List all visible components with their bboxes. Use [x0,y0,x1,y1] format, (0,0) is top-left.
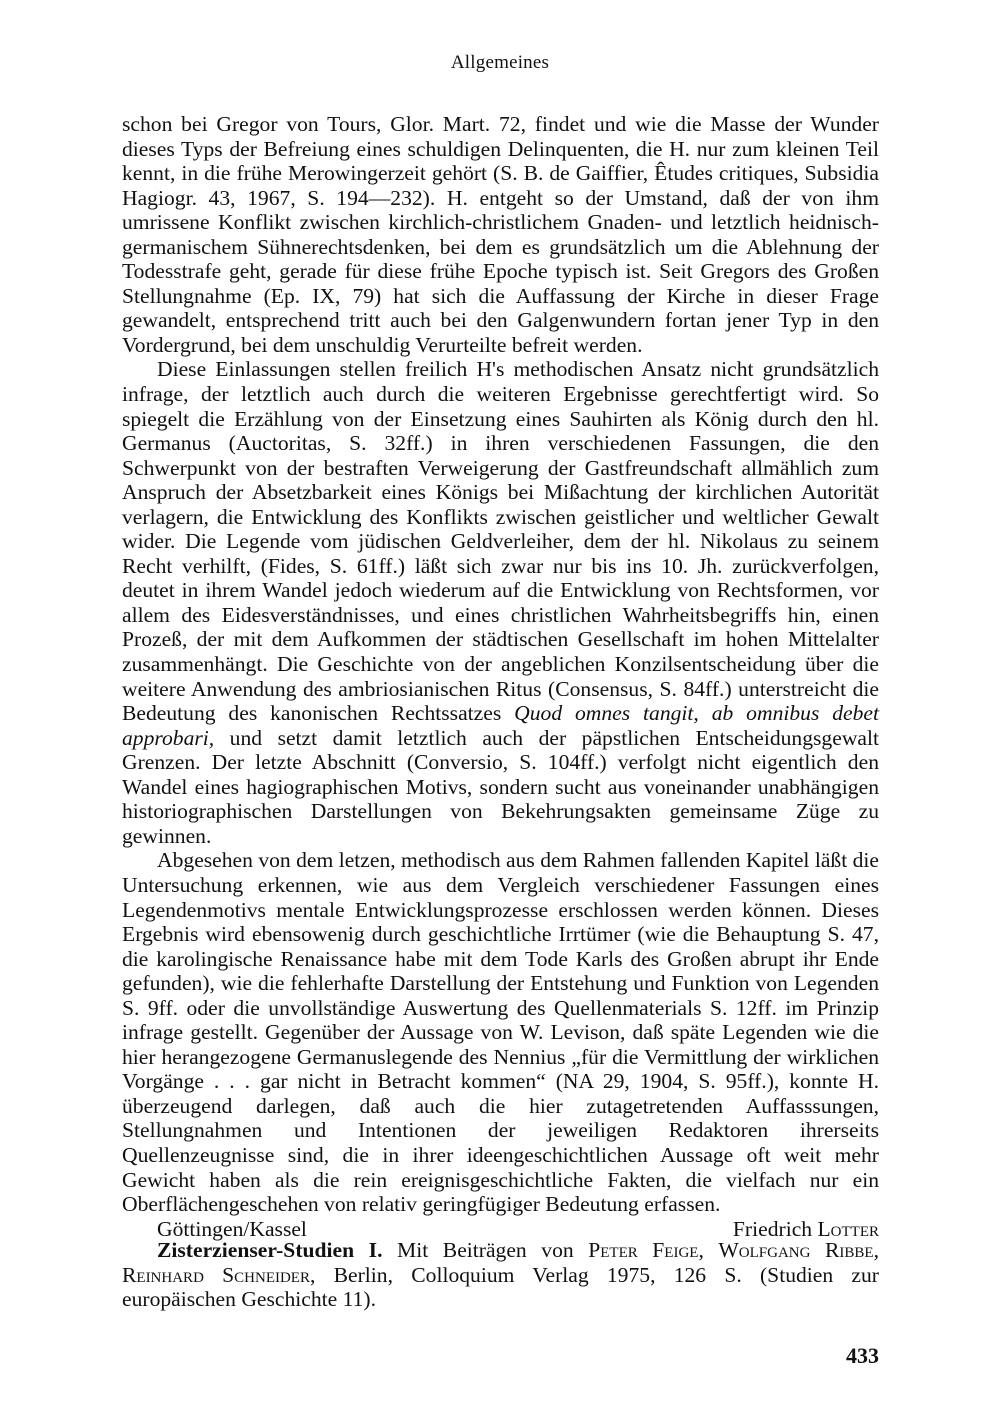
running-head: Allgemeines [450,52,550,73]
latin-quotation: Quod omnes tangit, ab omnibus debet approbari, [122,701,880,750]
author-given-name: Friedrich [732,1216,818,1241]
review-publication-info: , Berlin, Colloquium Verlag 1975, 126 S. (Studien zur europäischen Geschichte 11). [122,1262,879,1311]
paragraph-1: schon bei Gregor von Tours, Glor. Mart. 72, findet und wie die Masse der Wunder dieses Typs der Befreiung eines schuldigen Delinquenten, die H. nur zum kleinen Teil kennt, in die frühe Merowingerzeit gehört (S. B. de Gaiffier, Êtudes critiques, Subsidia Hagiogr. 43, 1967, S. 194—232). H. entgeht so der Umstand, daß der von ihm umrissene Konflikt zwischen kirchlich-christlichem Gnaden- und letztlich heidnisch-germanischem Sühnerechtsdenken, bei dem es grundsätzlich um die Ablehnung der Todesstrafe geht, gerade für diese frühe Epoche typisch ist. Seit Gregors des Großen Stellungnahme (Ep. IX, 79) hat sich die Auffassung der Kirche in dieser Frage gewandelt, entsprechend tritt auch bei den Galgenwundern fortan jener Typ in den Vordergrund, bei dem unschuldig Verurteilte befreit werden. [122,112,879,357]
paragraph-2-text-end: und setzt damit letztlich auch der päpstlichen Entscheidungsgewalt Grenzen. Der letzte Abschnitt (Conversio, S. 104ff.) verfolgt nicht eigentlich den Wandel eines hagiographischen Motivs, sondern sucht aus voneinander unabhängigen historiographischen Darstellungen von Bekehrungsakten gemeinsame Züge zu gewinnen. [122,725,879,848]
contributor-1: Peter Feige [588,1238,699,1262]
review-body [122,112,879,1241]
review-title: Zisterzienser-Studien I. [157,1238,383,1262]
paragraph-2-text-start: Diese Einlassungen stellen freilich H's methodischen Ansatz nicht grundsätzlich infrage, der letztlich auch durch die weiteren Ergebnisse gerechtfertigt wird. So spiegelt die Erzählung von der Einsetzung eines Sauhirten als König durch den hl. Germanus (Auctoritas, S. 32ff.) in ihren verschiedenen Fassungen, die den Schwerpunkt von der bestraften Verweigerung der Gastfreundschaft allmählich zum Anspruch der Absetzbarkeit eines Königs bei Mißachtung der kirchlichen Autorität verlagern, die Entwicklung des Konflikts zwischen geistlicher und weltlicher Gewalt wider. Die Legende vom jüdischen Geldverleiher, dem der hl. Nikolaus zu seinem Recht verhilft, (Fides, S. 61ff.) läßt sich zwar nur bis ins 10. Jh. zurückverfolgen, deutet in ihrem Wandel jedoch wiederum auf die Entwicklung von Rechtsformen, vor allem des Eidesverständnisses, und eines christlichen Wahrheitsbegriffs hin, einen Prozeß, der mit dem Aufkommen der städtischen Gesellschaft im hohen Mittelalter zusammenhängt. Die Geschichte von der angeblichen Konzilsentscheidung über die weitere Anwendung des ambriosianischen Ritus (Consensus, S. 84ff.) unterstreicht die Bedeutung des kanonischen Rechtssatzes [122,357,879,726]
contributor-3: Reinhard Schneider [122,1262,310,1287]
paragraph-3: Abgesehen von dem letzen, methodisch aus dem Rahmen fallenden Kapitel läßt die Untersuchung erkennen, wie aus dem Vergleich verschiedener Fassungen eines Legendenmotivs mentale Entwicklungsprozesse erschlossen werden können. Dieses Ergebnis wird ebensowenig durch geschichtliche Irrtümer (wie die Behauptung S. 47, die karolingische Renaissance habe mit dem Tode Karls des Großen abrupt ihr Ende gefunden), wie die fehlerhafte Darstellung der Entstehung und Funktion von Legenden S. 9ff. oder die unvollständige Auswertung des Quellenmaterials S. 12ff. im Prinzip infrage gestellt. Gegenüber der Aussage von W. Levison, daß späte Legenden wie die hier herangezogene Germanuslegende des Nennius „für die Vermittlung der wirklichen Vorgänge . . . gar nicht in Betracht kommen“ (NA 29, 1904, S. 95ff.), konnte H. überzeugend darlegen, daß auch die hier zutagetretenden Auffasssungen, Stellungnahmen und Intentionen der jeweiligen Redaktoren ihrerseits Quellenzeugnisse sind, die in ihrer ideengeschichtlichen Aussage oft weit mehr Gewicht haben als die rein ereignisgeschichtliche Fakten, die vielfach nur ein Oberflächengeschehen von relativ geringfügiger Bedeutung erfassen. [122,848,879,1217]
page-number: 433 [846,1343,879,1368]
contributor-2: Wolfgang Ribbe [718,1238,874,1262]
review-intro-text: Mit Beiträgen von [382,1238,589,1262]
separator-2: , [873,1238,879,1262]
signature-place: Göttingen/Kassel [157,1216,307,1241]
next-review-heading [122,1238,879,1312]
paragraph-2 [122,357,879,848]
separator-1: , [698,1238,719,1262]
author-surname: Lotter [817,1216,879,1241]
